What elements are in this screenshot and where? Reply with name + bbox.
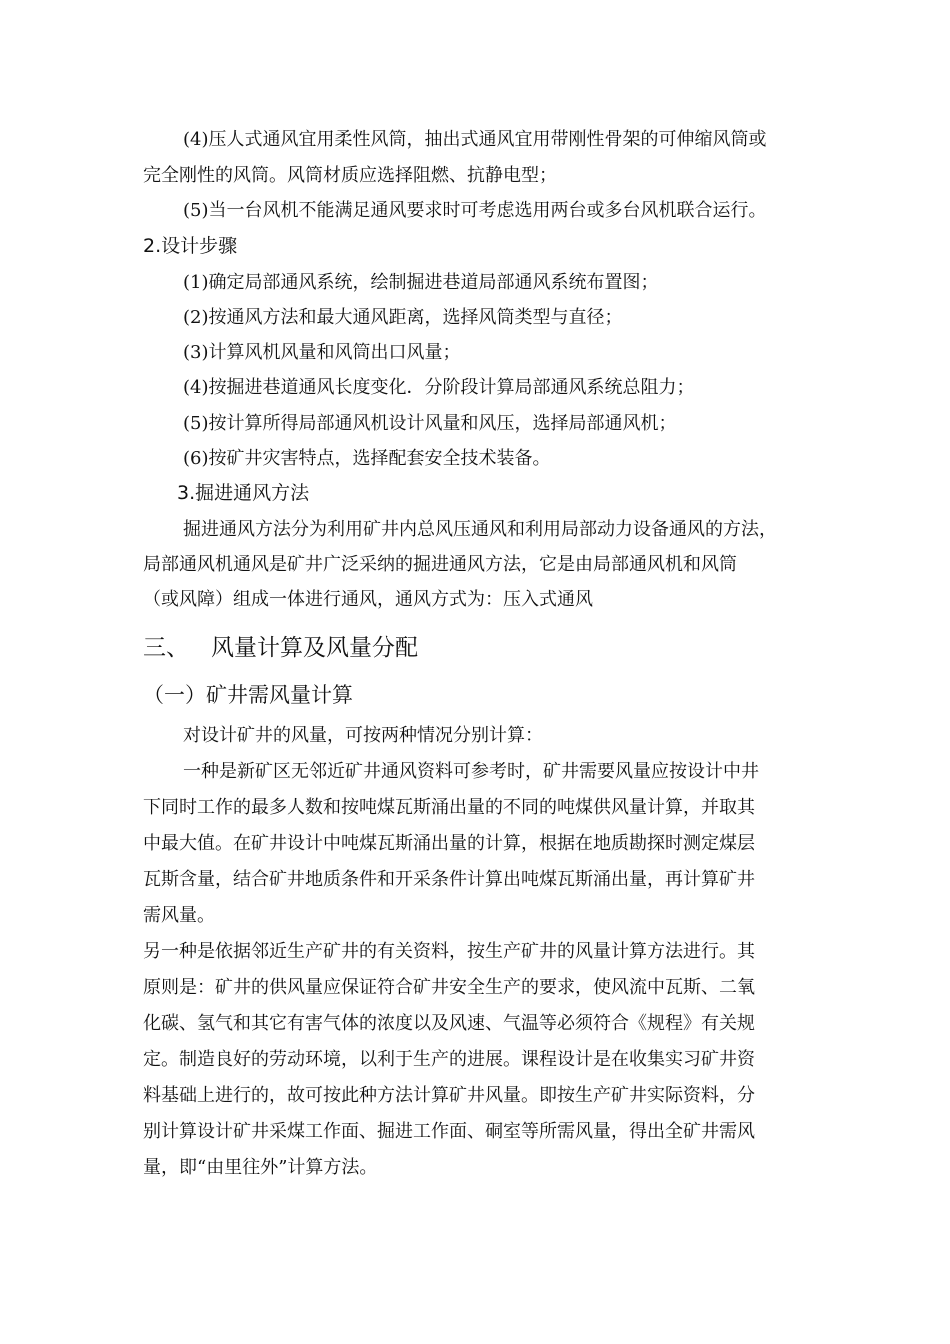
- paragraph-5: (5)当一台风机不能满足通风要求时可考虑选用两台或多台风机联合运行。: [183, 200, 767, 221]
- para1-line-4: 瓦斯含量，结合矿井地质条件和开采条件计算出吨煤瓦斯涌出量，再计算矿井: [143, 869, 755, 890]
- para2-line-4: 定。制造良好的劳动环境，以利于生产的进展。课程设计是在收集实习矿井资: [143, 1049, 755, 1070]
- para2-line-6: 别计算设计矿井采煤工作面、掘进工作面、硐室等所需风量，得出全矿井需风: [143, 1121, 755, 1142]
- design-step-1: (1)确定局部通风系统，绘制掘进巷道局部通风系统布置图；: [183, 272, 659, 293]
- design-step-2: (2)按通风方法和最大通风距离，选择风筒类型与直径；: [183, 307, 623, 328]
- paragraph-4-line-2: 完全刚性的风筒。风筒材质应选择阻燃、抗静电型；: [143, 165, 557, 186]
- design-step-3: (3)计算风机风量和风筒出口风量；: [183, 342, 461, 363]
- para1-line-1: 一种是新矿区无邻近矿井通风资料可参考时，矿井需要风量应按设计中井: [183, 761, 759, 782]
- chapter-number: 三、: [143, 635, 189, 661]
- method-heading: 3.掘进通风方法: [177, 482, 310, 504]
- para1-line-3: 中最大值。在矿井设计中吨煤瓦斯涌出量的计算，根据在地质勘探时测定煤层: [143, 833, 755, 854]
- method-line-3: （或风障）组成一体进行通风，通风方式为：压入式通风: [143, 589, 593, 610]
- paragraph-4-line-1: (4)压人式通风宜用柔性风筒，抽出式通风宜用带刚性骨架的可伸缩风筒或: [183, 129, 767, 150]
- subsection-heading: （一）矿井需风量计算: [143, 683, 353, 707]
- chapter-heading: [143, 633, 418, 663]
- method-line-1: 掘进通风方法分为利用矿井内总风压通风和利用局部动力设备通风的方法，: [183, 519, 777, 540]
- design-step-5: (5)按计算所得局部通风机设计风量和风压，选择局部通风机；: [183, 413, 677, 434]
- para2-line-2: 原则是：矿井的供风量应保证符合矿井安全生产的要求，使风流中瓦斯、二氧: [143, 977, 755, 998]
- design-step-4: (4)按掘进巷道通风长度变化．分阶段计算局部通风系统总阻力；: [183, 377, 695, 398]
- para2-line-1: 另一种是依据邻近生产矿井的有关资料，按生产矿井的风量计算方法进行。其: [143, 941, 755, 962]
- para2-line-7: 量，即“由里往外”计算方法。: [143, 1157, 378, 1178]
- design-steps-heading: 2.设计步骤: [143, 235, 238, 257]
- method-line-2: 局部通风机通风是矿井广泛采纳的掘进通风方法，它是由局部通风机和风筒: [143, 554, 737, 575]
- para2-line-5: 料基础上进行的，故可按此种方法计算矿井风量。即按生产矿井实际资料，分: [143, 1085, 755, 1106]
- para1-line-5: 需风量。: [143, 905, 215, 926]
- para2-line-3: 化碳、氢气和其它有害气体的浓度以及风速、气温等必须符合《规程》有关规: [143, 1013, 755, 1034]
- subsection-intro: 对设计矿井的风量，可按两种情况分别计算：: [183, 725, 543, 746]
- para1-line-2: 下同时工作的最多人数和按吨煤瓦斯涌出量的不同的吨煤供风量计算，并取其: [143, 797, 755, 818]
- design-step-6: (6)按矿井灾害特点，选择配套安全技术装备。: [183, 448, 551, 469]
- chapter-title: 风量计算及风量分配: [211, 635, 418, 661]
